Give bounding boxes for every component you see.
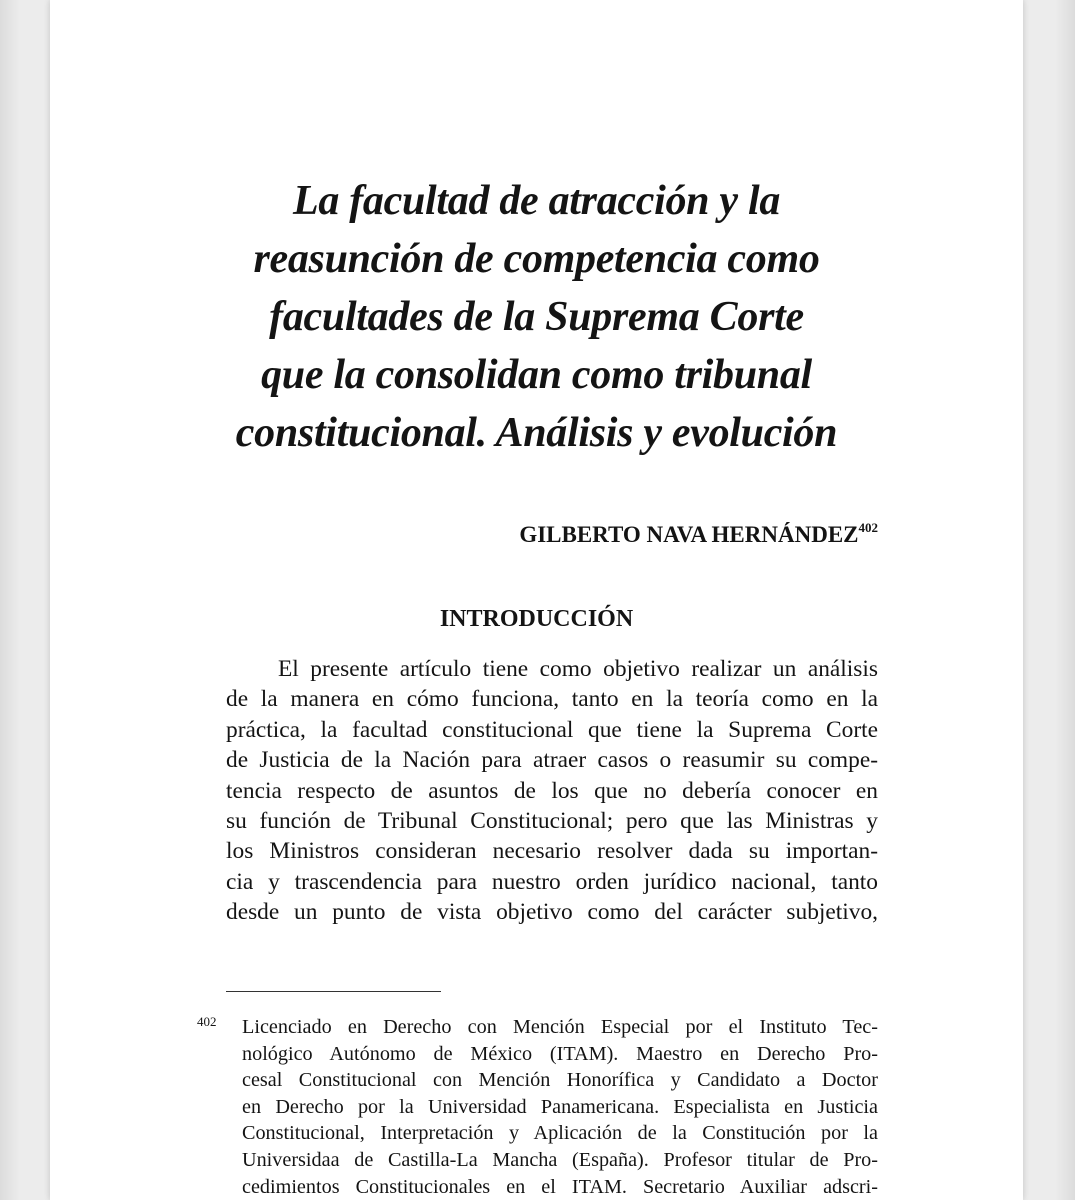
title-line: facultades de la Suprema Corte xyxy=(269,294,804,340)
title-line: reasunción de competencia como xyxy=(253,236,820,282)
body-line: de Justicia de la Nación para atraer casos o reasumir su compe- xyxy=(226,747,878,774)
title-line: que la consolidan como tribunal xyxy=(261,352,812,398)
body-line: los Ministros consideran necesario resolver dada su importan- xyxy=(226,838,878,865)
title-line: constitucional. Análisis y evolución xyxy=(235,410,838,456)
section-heading: INTRODUCCIÓN xyxy=(439,606,634,632)
document-page xyxy=(50,0,1023,1200)
author-name-text: GILBERTO NAVA HERNÁNDEZ xyxy=(519,522,859,547)
body-line: de la manera en cómo funciona, tanto en la teoría como en la xyxy=(226,686,878,713)
footnote-line: Universidaa de Castilla-La Mancha (España). Profesor titular de Pro- xyxy=(242,1148,878,1171)
body-line: práctica, la facultad constitucional que tiene la Suprema Corte xyxy=(226,716,878,743)
body-paragraph xyxy=(226,654,878,928)
body-line: tencia respecto de asuntos de los que no debería conocer en xyxy=(226,777,878,804)
footnote-line: Constitucional, Interpretación y Aplicación de la Constitución por la xyxy=(242,1122,878,1145)
body-line: su función de Tribunal Constitucional; pero que las Ministras y xyxy=(226,808,878,835)
chapter-title xyxy=(170,172,903,462)
footnote-line: nológico Autónomo de México (ITAM). Maestro en Derecho Pro- xyxy=(242,1042,878,1065)
footnote-line: en Derecho por la Universidad Panamericana. Especialista en Justicia xyxy=(242,1095,878,1118)
author-footnote-ref: 402 xyxy=(858,520,878,535)
title-line: La facultad de atracción y la xyxy=(292,178,781,224)
body-line: desde un punto de vista objetivo como del carácter subjetivo, xyxy=(226,899,878,926)
author-name xyxy=(519,520,878,550)
footnote-line: Licenciado en Derecho con Mención Especial por el Instituto Tec- xyxy=(242,1016,878,1038)
footnote-line: cesal Constitucional con Mención Honorífica y Candidato a Doctor xyxy=(242,1069,878,1092)
footnote-line: cedimientos Constitucionales en el ITAM. Secretario Auxiliar adscri- xyxy=(242,1175,878,1198)
footnote-number: 402 xyxy=(197,1014,217,1029)
footnote-text xyxy=(242,1014,878,1200)
body-line: cia y trascendencia para nuestro orden jurídico nacional, tanto xyxy=(226,868,878,895)
body-line: El presente artículo tiene como objetivo realizar un análisis xyxy=(278,656,878,682)
footnote-separator xyxy=(226,991,441,992)
